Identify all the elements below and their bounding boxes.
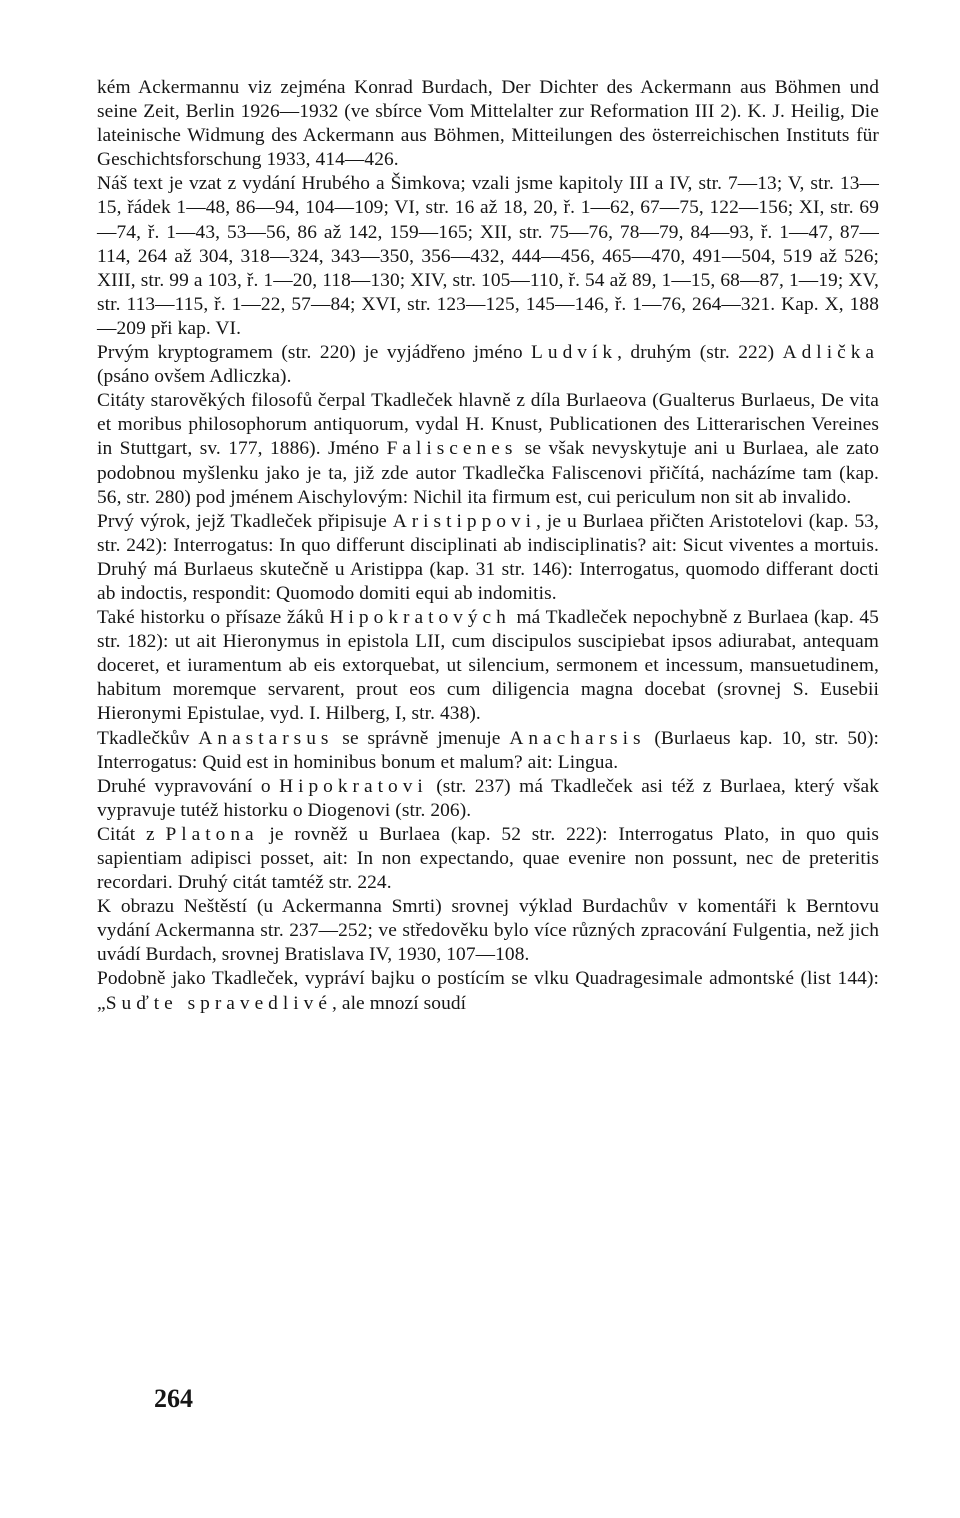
spaced-name: Suďte spravedlivé [105,992,332,1014]
spaced-name: Hipokratovi [279,775,428,797]
text-run: (str. 237) má Tkadleček asi též z Burlaea, který však vypravuje tutéž historku o Diogenovi (str. 206). [97,775,880,821]
paragraph [97,510,879,606]
page-text [97,76,879,1016]
text-run: (Burlaeus kap. 10, str. 50): Interrogatus: Quid est in hominibus bonum et malum? ait: Lingua. [97,727,879,773]
page-number: 264 [154,1384,193,1413]
text-run: (psáno ovšem Adliczka). [97,366,292,388]
spaced-name: Faliscenes [386,438,518,460]
spaced-name: Ludvík [531,342,618,364]
text-run: se správně jmenuje [333,727,510,749]
text-run: K obrazu Neštěstí (u Ackermanna Smrti) srovnej výklad Burdachův v komentáři k Berntovu vydání Ackermanna str. 237—252; ve středověku bylo více různých zpracování Fulgentia, než jich uvádí Burdach, srovnej Bratislava IV, 1930, 107—108. [97,896,879,966]
paragraph [97,341,879,389]
text-run: kém Ackermannu viz zejména Konrad Burdach, Der Dichter des Ackermann aus Böhmen und seine Zeit, Berlin 1926—1932 (ve sbírce Vom Mittelalter zur Reformation III 2). K. J. Heilig, Die lateinische Widmung des Ackermann aus Böhmen, Mitteilungen des österreichischen Instituts für Geschichtsforschung 1933, 414—426. [97,77,879,171]
spaced-name: Aristippovi [392,510,537,532]
spaced-name: Platona [165,823,259,845]
paragraph [97,967,879,1015]
paragraph [97,606,879,726]
text-run: Také historku o přísaze žáků [97,607,330,629]
text-run: má Tkadleček nepochybně z Burlaea (kap. 45 str. 182): ut ait Hieronymus in epistola LII, cum discipulos suscipiebat ipsos adiurabat, antequam doceret, et iuramentum ab eis extorquebat, ut silencium, sermonem et incessum, mansuetudinem, habitum moremque servarent, prout eos cum diligencia magna docebat (srovnej S. Eusebii Hieronymi Epistulae, vyd. I. Hilberg, I, str. 438). [97,607,879,725]
text-run: Prvý výrok, jejž Tkadleček připisuje [97,510,393,532]
paragraph [97,775,879,823]
text-run: , druhým (str. 222) [617,342,783,364]
paragraph [97,895,879,967]
text-run: , ale mnozí soudí [331,992,467,1014]
paragraph [97,389,879,509]
text-run: se však nevyskytuje ani u Burlaea, ale zato podobnou myšlenku jako je ta, již zde autor Tkadlečka Faliscenovi přičítá, nacházíme tam (kap. 56, str. 280) pod jménem Aischylovým: Nichil ita firmum est, cui periculum non sit ab invalido. [97,438,879,508]
text-run: Prvým kryptogramem (str. 220) je vyjádřeno jméno [97,342,532,364]
spaced-name: Hipokratových [329,607,511,629]
text-run: Náš text je vzat z vydání Hrubého a Šimkova; vzali jsme kapitoly III a IV, str. 7—13; V, str. 13—15, řádek 1—48, 86—94, 104—109; VI, str. 16 až 18, 20, ř. 1—62, 67—75, 122—156; XI, str. 69—74, ř. 1—43, 53—56, 86 až 142, 159—165; XII, str. 75—76, 78—79, 84—93, ř. 1—47, 87—114, 264 až 304, 318—324, 343—350, 356—432, 444—456, 465—470, 491—504, 519 až 526; XIII, str. 99 a 103, ř. 1—20, 118—130; XIV, str. 105—110, ř. 54 až 89, 1—15, 68—87, 1—19; XV, str. 113—115, ř. 1—22, 57—84; XVI, str. 123—125, 145—146, ř. 1—76, 264—321. Kap. X, 188—209 při kap. VI. [97,173,879,339]
spaced-name: Anacharsis [509,727,646,749]
paragraph [97,76,879,172]
text-run: Podobně jako Tkadleček, vypráví bajku o postícím se vlku Quadragesimale admontské (list 144): „ [97,968,879,1014]
spaced-name: Adlička [782,342,879,364]
text-run: Tkadlečkův [97,727,199,749]
text-run: Druhé vypravování o [97,775,280,797]
paragraph [97,172,879,341]
paragraph [97,823,879,895]
paragraph [97,727,879,775]
spaced-name: Anastarsus [198,727,334,749]
text-run: Citát z [97,823,166,845]
text-run: je rovněž u Burlaea (kap. 52 str. 222): Interrogatus Plato, in quo quis sapientiam adipisci posset, ait: In non expectando, quae evenire non possunt, nec de preteritis recordari. Druhý citát tamtéž str. 224. [97,823,880,894]
text-run: , je u Burlaea přičten Aristotelovi (kap. 53, str. 242): Interrogatus: In quo differunt disciplinati ab indisciplinatis? ait: Sicut viventes a mortuis. Druhý má Burlaeus skutečně u Aristippa (kap. 31 str. 146): Interrogatus, quomodo differant docti ab indoctis, respondit: Quomodo domiti equi ab indomitis. [97,510,879,604]
text-run: Citáty starověkých filosofů čerpal Tkadleček hlavně z díla Burlaeova (Gualterus Burlaeus, De vita et moribus philosophorum antiquorum, vydal H. Knust, Publicationen des Litterarischen Vereines in Stuttgart, sv. 177, 1886). Jméno [97,390,879,460]
